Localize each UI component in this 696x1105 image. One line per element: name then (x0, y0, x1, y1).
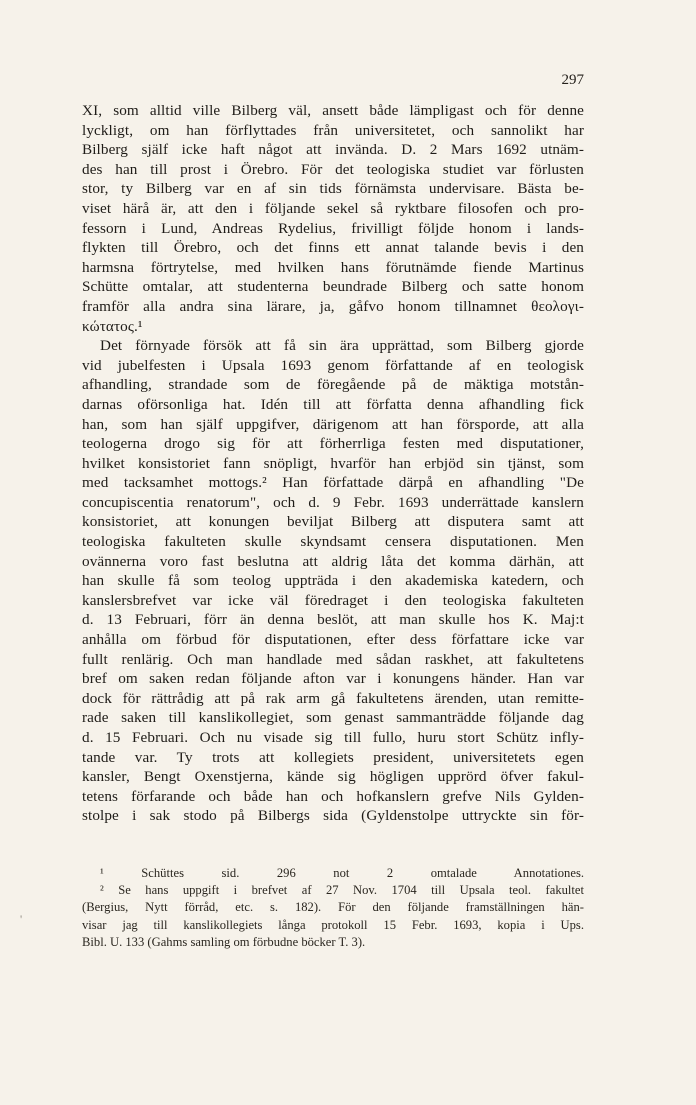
text-line: stolpe i sak stodo på Bilbergs sida (Gyldenstolpe uttryckte sin för- (82, 807, 584, 825)
text-line: fullt renlärig. Och man handlade med sådan raskhet, att fakultetens (82, 650, 584, 668)
text-line: d. 13 Februari, förr än denna beslöt, att man skulle hos K. Maj:t (82, 611, 584, 629)
text-line: teologiska fakulteten skulle skyndsamt censera disputationen. Men (82, 533, 584, 551)
text-line: Bilberg själf icke haft något att invända. D. 2 Mars 1692 utnäm- (82, 141, 584, 159)
footnote-line: (Bergius, Nytt förråd, etc. s. 182). För den följande framställningen hän- (82, 900, 584, 915)
text-line: stor, ty Bilberg var en af sin tids förnämsta undervisare. Bästa be- (82, 180, 584, 198)
footnote-1: ¹ Schüttes sid. 296 not 2 omtalade Annotationes. (100, 866, 584, 880)
text-line: viset härå är, att den i följande sekel så ryktbare filosofen och pro- (82, 199, 584, 217)
footnote-line: Bibl. U. 133 (Gahms samling om förbudne böcker T. 3). (82, 934, 366, 949)
text-line: XI, som alltid ville Bilberg väl, ansett både lämpligast och för denne (82, 102, 584, 119)
paragraph-start-line: Det förnyade försök att få sin ära upprättad, som Bilberg gjorde (100, 337, 584, 355)
text-line: concupiscentia renatorum", och d. 9 Febr. 1693 underrättade kanslern (82, 493, 584, 511)
text-line: darnas oförsonliga hat. Idén till att författa denna afhandling fick (82, 395, 584, 413)
text-line: ovännerna voro fast beslutna att aldrig låta det komma därhän, att (82, 552, 584, 570)
margin-mark: ' (20, 912, 23, 926)
footnote-2: ² Se hans uppgift i brefvet af 27 Nov. 1704 till Upsala teol. fakultet (100, 883, 584, 898)
text-line: konsistoriet, att konungen beviljat Bilberg att disputera samt att (82, 513, 584, 531)
text-line: teologerna drogo sig för att förherrliga festen med disputationer, (82, 435, 584, 453)
text-line: tetens förfarande och både han och hofkanslern grefve Nils Gylden- (82, 787, 584, 805)
text-line: vid jubelfesten i Upsala 1693 genom författande af en teologisk (82, 356, 584, 374)
text-line: κώτατος.¹ (82, 317, 143, 335)
text-line: hvilket konsistoriet fann snöpligt, hvarför han erbjöd sin tjänst, som (82, 454, 584, 472)
text-line: framför alla andra sina lärare, ja, gåfvo honom tillnamnet θεολογι- (82, 297, 584, 315)
text-line: fessorn i Lund, Andreas Rydelius, frivilligt följde honom i lands- (82, 219, 584, 237)
text-line: harmsna förtrytelse, med hvilken hans förutnämde fiende Martinus (82, 258, 584, 276)
text-line: flykten till Örebro, och det finns ett annat talande bevis i den (82, 239, 584, 257)
text-line: anhålla om förbud för disputationen, efter dess författare icke var (82, 631, 584, 649)
text-line: kanslersbrefvet var icke väl föredraget i den teologiska fakulteten (82, 591, 584, 609)
text-line: Schütte omtalar, att studenterna beundrade Bilberg och satte honom (82, 278, 584, 296)
text-line: rade saken till kanslikollegiet, som genast sammanträdde följande dag (82, 709, 584, 727)
text-line: han skulle få som teolog uppträda i den akademiska katedern, och (82, 572, 584, 590)
footnotes (82, 865, 584, 951)
text-line: des han till prost i Örebro. För det teologiska studiet var förlusten (82, 160, 584, 178)
text-line: tande var. Ty trots att kollegiets president, universitetets egen (82, 748, 584, 766)
text-line: han, som han själf uppgifver, därigenom att han försporde, att alla (82, 415, 584, 433)
page-number: 297 (561, 72, 584, 88)
footnote-line: visar jag till kanslikollegiets långa protokoll 15 Febr. 1693, kopia i Ups. (82, 917, 584, 932)
text-line: dock för rättrådig att på rak arm gå fakultetens ärenden, utan remitte- (82, 689, 584, 707)
text-line: lyckligt, om han förflyttades från universitetet, och sannolikt har (82, 121, 584, 139)
text-line: afhandling, strandade som de föregående på de mäktiga motstån- (82, 376, 584, 394)
main-text (82, 101, 584, 826)
text-line: kansler, Bengt Oxenstjerna, kände sig högligen upprörd öfver fakul- (82, 768, 584, 786)
text-line: med tacksamhet mottogs.² Han författade därpå en afhandling "De (82, 474, 584, 492)
text-line: d. 15 Februari. Och nu visade sig till fullo, huru stort Schütz infly- (82, 729, 584, 746)
text-line: bref om saken redan följande afton var i konungens händer. Han var (82, 670, 584, 688)
